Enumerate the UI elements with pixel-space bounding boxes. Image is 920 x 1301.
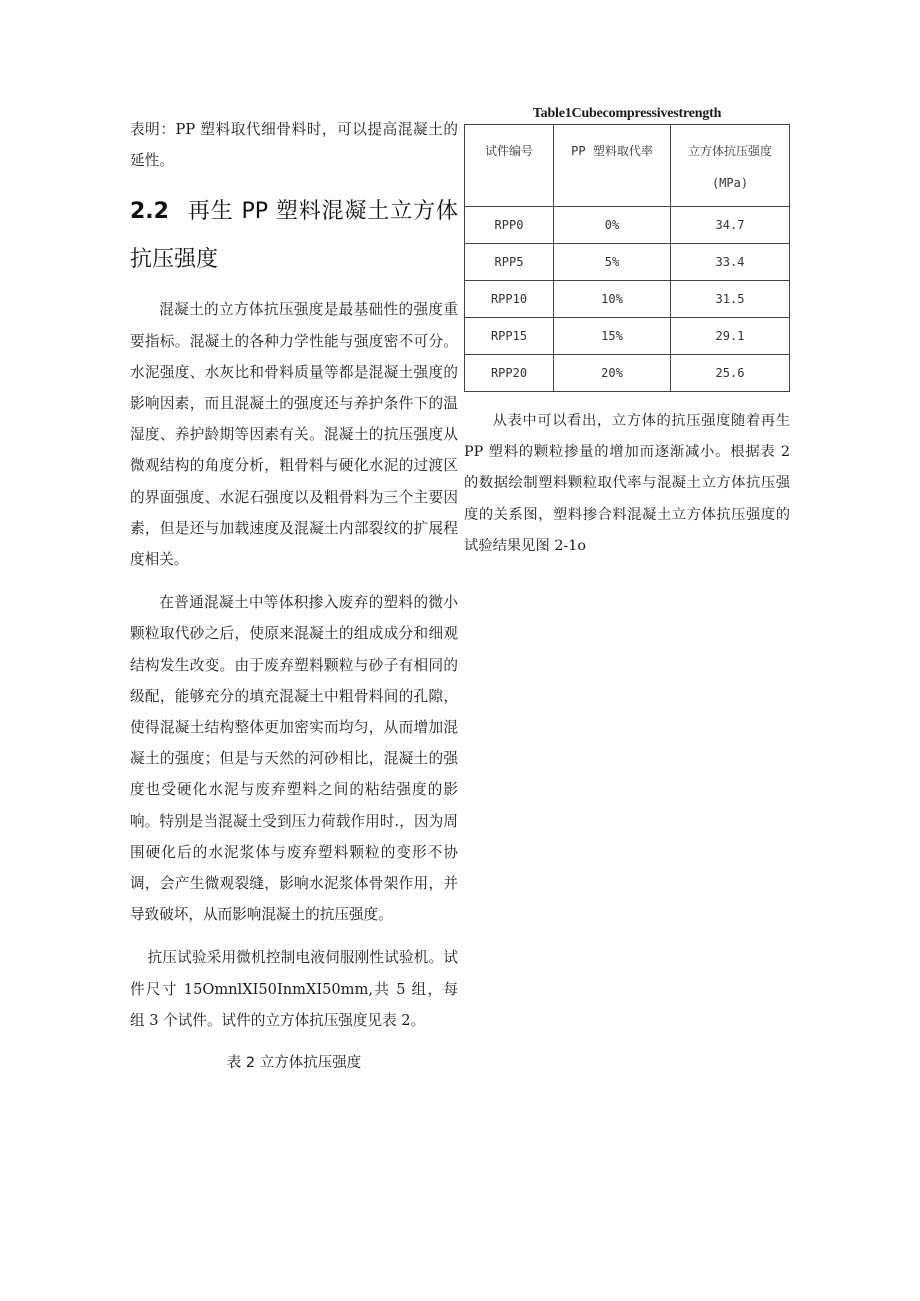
cell-strength: 33.4 xyxy=(671,244,790,281)
paragraph-test-method: 抗压试验采用微机控制电液伺服刚性试验机。试件尺寸 15OmnlXI50InmXI50mm,共 5 组，每组 3 个试件。试件的立方体抗压强度见表 2。 xyxy=(130,949,458,1029)
cell-specimen-id: RPP10 xyxy=(465,281,554,318)
paragraph-table-analysis: 从表中可以看出，立方体的抗压强度随着再生 PP 塑料的颗粒掺量的增加而逐渐减小。根据表 2 的数据绘制塑料颗粒取代率与混凝土立方体抗压强度的关系图，塑料掺合料混凝土立方体抗压强度的试验结果见图 2-1o xyxy=(464,413,790,554)
cell-specimen-id: RPP0 xyxy=(465,207,554,244)
header-strength-unit: (MPa) xyxy=(711,176,749,190)
table-row xyxy=(465,318,790,355)
cell-strength: 31.5 xyxy=(671,281,790,318)
header-strength-label: 立方体抗压强度 xyxy=(687,144,772,158)
paragraph-plastic-effect: 在普通混凝土中等体积掺入废弃的塑料的微小颗粒取代砂之后，使原来混凝土的组成成分和细观结构发生改变。由于废弃塑料颗粒与砂子有相同的级配，能够充分的填充混凝土中粗骨料间的孔隙，使得混凝土结构整体更加密实而均匀，从而增加混凝土的强度；但是与天然的河砂相比，混凝土的强度也受硬化水泥与废弃塑料之间的粘结强度的影响。特别是当混凝土受到压力荷载作用时.，因为周围硬化后的水泥浆体与废弃塑料颗粒的变形不协调，会产生微观裂缝，影响水泥浆体骨架作用，并导致破坏，从而影响混凝土的抗压强度。 xyxy=(130,594,458,924)
cell-replacement-rate: 10% xyxy=(554,281,671,318)
header-compressive-strength xyxy=(671,125,790,207)
table-body xyxy=(465,207,790,392)
table-row xyxy=(465,355,790,392)
table-title: Table1Cubecompressivestrength xyxy=(532,106,722,121)
section-number: 2.2 xyxy=(130,199,169,225)
table-row xyxy=(465,281,790,318)
cell-specimen-id: RPP5 xyxy=(465,244,554,281)
cell-strength: 25.6 xyxy=(671,355,790,392)
cell-strength: 34.7 xyxy=(671,207,790,244)
cell-replacement-rate: 20% xyxy=(554,355,671,392)
paragraph-strength-factors: 混凝土的立方体抗压强度是最基础性的强度重要指标。混凝土的各种力学性能与强度密不可分。水泥强度、水灰比和骨料质量等都是混凝土强度的影响因素，而且混凝土的强度还与养护条件下的温湿度、养护龄期等因素有关。混凝土的抗压强度从微观结构的角度分析，粗骨料与硬化水泥的过渡区的界面强度、水泥石强度以及粗骨料为三个主要因素，但是还与加载速度及混凝土内部裂纹的扩展程度相关。 xyxy=(130,301,458,569)
strength-table xyxy=(464,124,790,392)
cell-replacement-rate: 5% xyxy=(554,244,671,281)
table-row xyxy=(465,244,790,281)
paragraph-intro: 表明：PP 塑料取代细骨料时，可以提高混凝土的延性。 xyxy=(130,121,458,170)
header-replacement-rate: PP 塑料取代率 xyxy=(554,125,671,207)
header-specimen-id: 试件编号 xyxy=(465,125,554,207)
cell-strength: 29.1 xyxy=(671,318,790,355)
left-column xyxy=(130,114,458,1079)
cell-replacement-rate: 0% xyxy=(554,207,671,244)
section-title: 再生 PP 塑料混凝土立方体抗压强度 xyxy=(130,199,458,273)
cell-specimen-id: RPP15 xyxy=(465,318,554,355)
table-header-row xyxy=(465,125,790,207)
section-heading xyxy=(130,188,458,284)
table-row xyxy=(465,207,790,244)
table2-caption: 表 2 立方体抗压强度 xyxy=(226,1055,362,1072)
cell-replacement-rate: 15% xyxy=(554,318,671,355)
right-column xyxy=(464,106,790,562)
cell-specimen-id: RPP20 xyxy=(465,355,554,392)
